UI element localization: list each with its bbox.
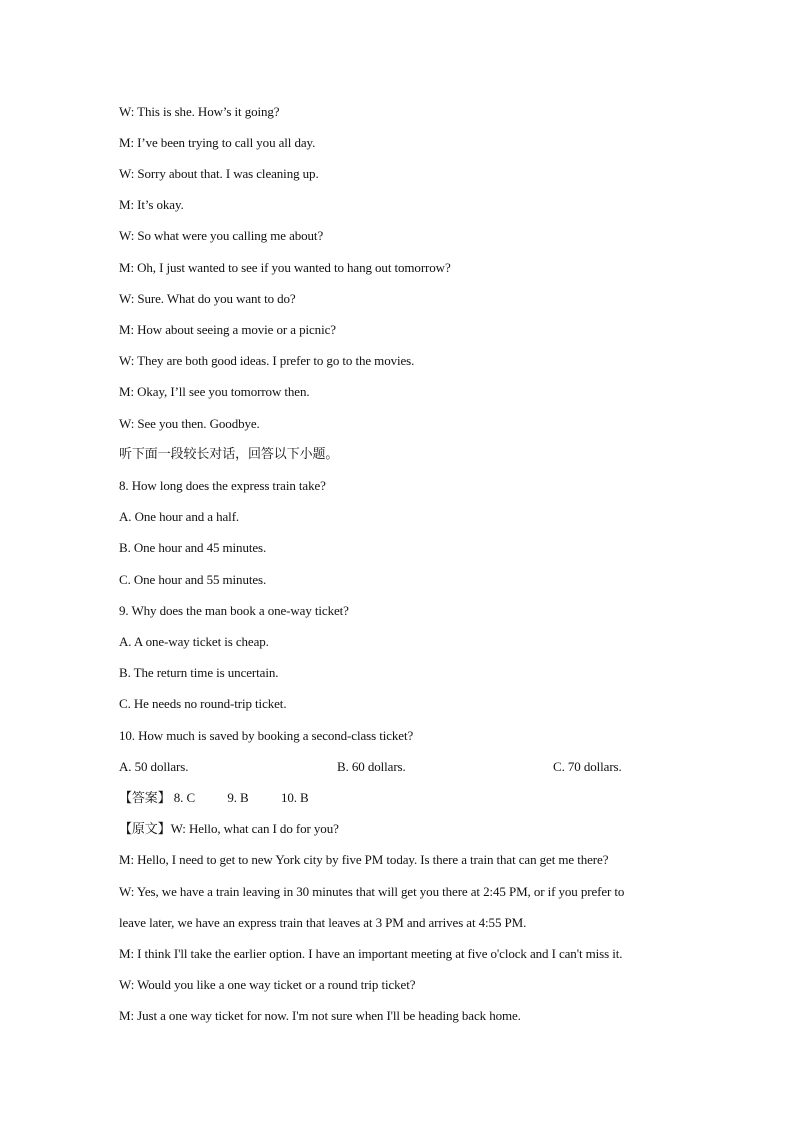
question-9-option-b: B. The return time is uncertain. [119, 665, 279, 680]
dialogue-line: M: How about seeing a movie or a picnic? [119, 322, 336, 337]
section-instruction: 听下面一段较长对话，回答以下小题。 [119, 447, 339, 462]
answer-line [119, 790, 694, 807]
dialogue-line: W: See you then. Goodbye. [119, 416, 260, 431]
answer-item: 9. B [227, 790, 249, 805]
dialogue-line: M: Okay, I’ll see you tomorrow then. [119, 384, 310, 399]
answer-label: 【答案】 [119, 791, 171, 806]
dialogue-line: W: They are both good ideas. I prefer to go to the movies. [119, 353, 415, 368]
question-8-option-a: A. One hour and a half. [119, 509, 240, 524]
transcript-line: leave later, we have an express train that leaves at 3 PM and arrives at 4:55 PM. [119, 915, 527, 930]
answer-item: 10. B [280, 790, 309, 805]
question-9-option-c: C. He needs no round-trip ticket. [119, 696, 287, 711]
question-8-option-c: C. One hour and 55 minutes. [119, 572, 267, 587]
dialogue-line: W: Sorry about that. I was cleaning up. [119, 166, 319, 181]
question-8: 8. How long does the express train take? [119, 478, 326, 493]
transcript-line: M: Hello, I need to get to new York city by five PM today. Is there a train that can get me there? [119, 852, 609, 867]
transcript-line: W: Yes, we have a train leaving in 30 minutes that will get you there at 2:45 PM, or if you prefer to [119, 884, 625, 899]
transcript-text: W: Hello, what can I do for you? [170, 821, 339, 836]
dialogue-line: W: This is she. How’s it going? [119, 104, 280, 119]
question-8-option-b: B. One hour and 45 minutes. [119, 540, 267, 555]
answer-item: 8. C [173, 790, 196, 805]
dialogue-line: M: It’s okay. [119, 197, 184, 212]
transcript-first-line [119, 821, 694, 838]
question-9-option-a: A. A one-way ticket is cheap. [119, 634, 269, 649]
question-9: 9. Why does the man book a one-way ticket? [119, 603, 349, 618]
question-10-option-b: B. 60 dollars. [337, 759, 406, 774]
dialogue-line: M: Oh, I just wanted to see if you wanted to hang out tomorrow? [119, 260, 451, 275]
dialogue-line: M: I’ve been trying to call you all day. [119, 135, 316, 150]
question-10: 10. How much is saved by booking a second-class ticket? [119, 728, 414, 743]
dialogue-line: W: So what were you calling me about? [119, 228, 324, 243]
transcript-line: M: Just a one way ticket for now. I'm not sure when I'll be heading back home. [119, 1008, 521, 1023]
transcript-label: 【原文】 [119, 822, 171, 837]
transcript-line: W: Would you like a one way ticket or a round trip ticket? [119, 977, 416, 992]
transcript-line: M: I think I'll take the earlier option. I have an important meeting at five o'clock and I can't miss it. [119, 946, 623, 961]
question-10-option-a: A. 50 dollars. [119, 759, 189, 774]
question-10-option-c: C. 70 dollars. [553, 759, 622, 774]
dialogue-line: W: Sure. What do you want to do? [119, 291, 296, 306]
